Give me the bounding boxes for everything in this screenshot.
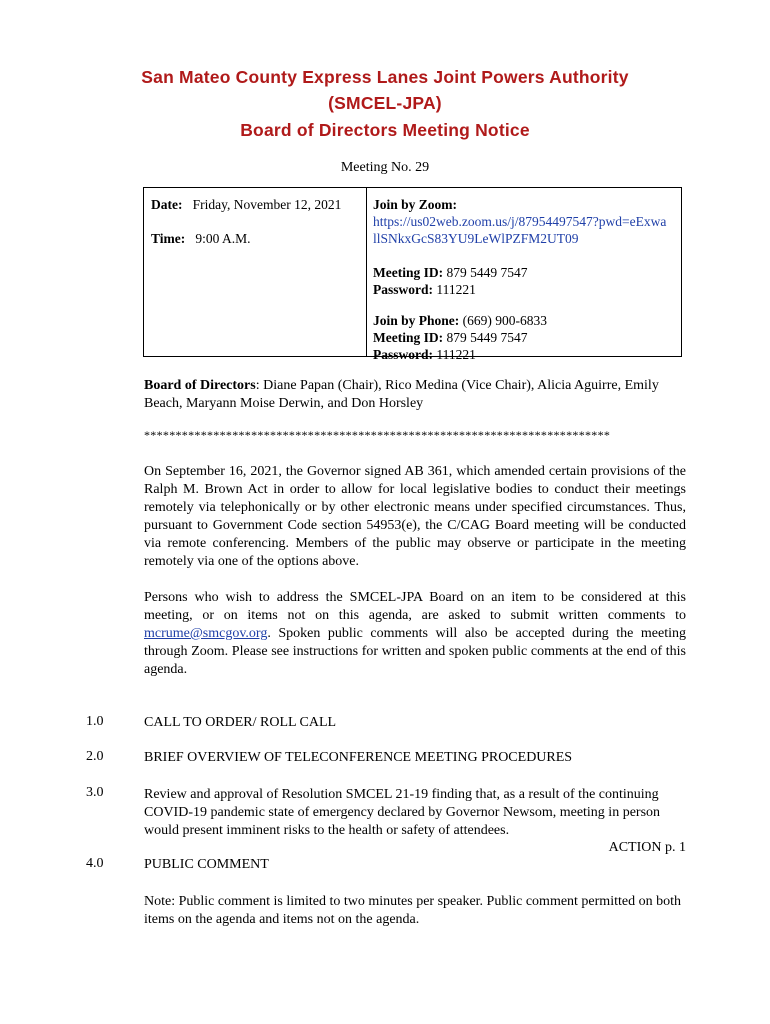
agenda-item: BRIEF OVERVIEW OF TELECONFERENCE MEETING PROCEDURES [144, 750, 573, 765]
board-label: Board of Directors [144, 378, 256, 393]
agenda-item: PUBLIC COMMENT [144, 857, 269, 872]
action-label: ACTION p. 1 [608, 840, 686, 855]
phone-label: Join by Phone: [373, 313, 460, 328]
agenda-item: CALL TO ORDER/ ROLL CALL [144, 715, 337, 730]
ab361-paragraph: On September 16, 2021, the Governor signed AB 361, which amended certain provisions of the Ralph M. Brown Act in order to allow for local legislative bodies to conduct their meetings remotely via telephonically or by other electronic means under specified circumstances. Thus, pursuant to Government Code section 54953(e), the C/CAG Board meeting will be conducted via remote conferencing. Members of the public may observe or participate in the meeting remotely via one of the options above. [144, 464, 686, 569]
time-value: 9:00 A.M. [195, 231, 251, 246]
time-row [151, 230, 251, 247]
public-comment-paragraph [144, 589, 686, 679]
date-value: Friday, November 12, 2021 [192, 197, 342, 212]
agenda-item: Review and approval of Resolution SMCEL 21-19 finding that, as a result of the continuing COVID-19 pandemic state of emergency declared by Governor Newsom, meeting in person would present imminent risks to the health or safety of attendees. [144, 787, 661, 838]
public-comment-text-before: Persons who wish to address the SMCEL-JPA Board on an item to be considered at this meeting, or on items not on this agenda, are asked to submit written comments to [144, 590, 686, 623]
table-divider [366, 188, 367, 356]
date-label: Date: [151, 197, 183, 212]
public-comment-text-after: . Spoken public comments will also be accepted during the meeting through Zoom. Please see instructions for written and spoken public comments at the end of this agenda. [144, 626, 686, 677]
agenda-number: 1.0 [86, 714, 104, 729]
board-member-list: : Diane Papan (Chair), Rico Medina (Vice Chair), Alicia Aguirre, Emily Beach, Maryann Moise Derwin, and Don Horsley [144, 378, 659, 411]
phone-meeting-id-label: Meeting ID: [373, 330, 444, 345]
org-title: San Mateo County Express Lanes Joint Powers Authority [141, 67, 629, 87]
notice-title: Board of Directors Meeting Notice [240, 120, 530, 140]
zoom-label: Join by Zoom: [373, 197, 458, 212]
phone-value: (669) 900-6833 [462, 313, 548, 328]
zoom-credentials [373, 264, 678, 298]
meeting-number: Meeting No. 29 [340, 160, 430, 175]
board-members [144, 377, 686, 413]
zoom-block [373, 196, 678, 247]
password-label: Password: [373, 282, 433, 297]
zoom-link-line1[interactable]: https://us02web.zoom.us/j/87954497547?pwd=eExwa [373, 214, 667, 229]
meeting-info-table [143, 187, 682, 362]
public-comment-note: Note: Public comment is limited to two minutes per speaker. Public comment permitted on both items on the agenda and items not on the agenda. [144, 894, 681, 927]
phone-meeting-id-value: 879 5449 7547 [446, 330, 528, 345]
org-abbreviation: (SMCEL-JPA) [328, 93, 442, 113]
phone-password-value: 111221 [436, 347, 476, 362]
phone-password-label: Password: [373, 347, 433, 362]
meeting-id-value: 879 5449 7547 [446, 265, 528, 280]
agenda-number: 4.0 [86, 856, 104, 871]
time-label: Time: [151, 231, 186, 246]
agenda-number: 2.0 [86, 749, 104, 764]
separator-line: ************************************************************************** [144, 428, 611, 442]
email-link[interactable]: mcrume@smcgov.org [144, 626, 268, 641]
meeting-id-label: Meeting ID: [373, 265, 444, 280]
date-row [151, 196, 341, 213]
password-value: 111221 [436, 282, 476, 297]
agenda-number: 3.0 [86, 785, 104, 800]
zoom-link-line2[interactable]: llSNkxGcS83YU9LeWlPZFM2UT09 [373, 231, 579, 246]
phone-block [373, 312, 678, 363]
